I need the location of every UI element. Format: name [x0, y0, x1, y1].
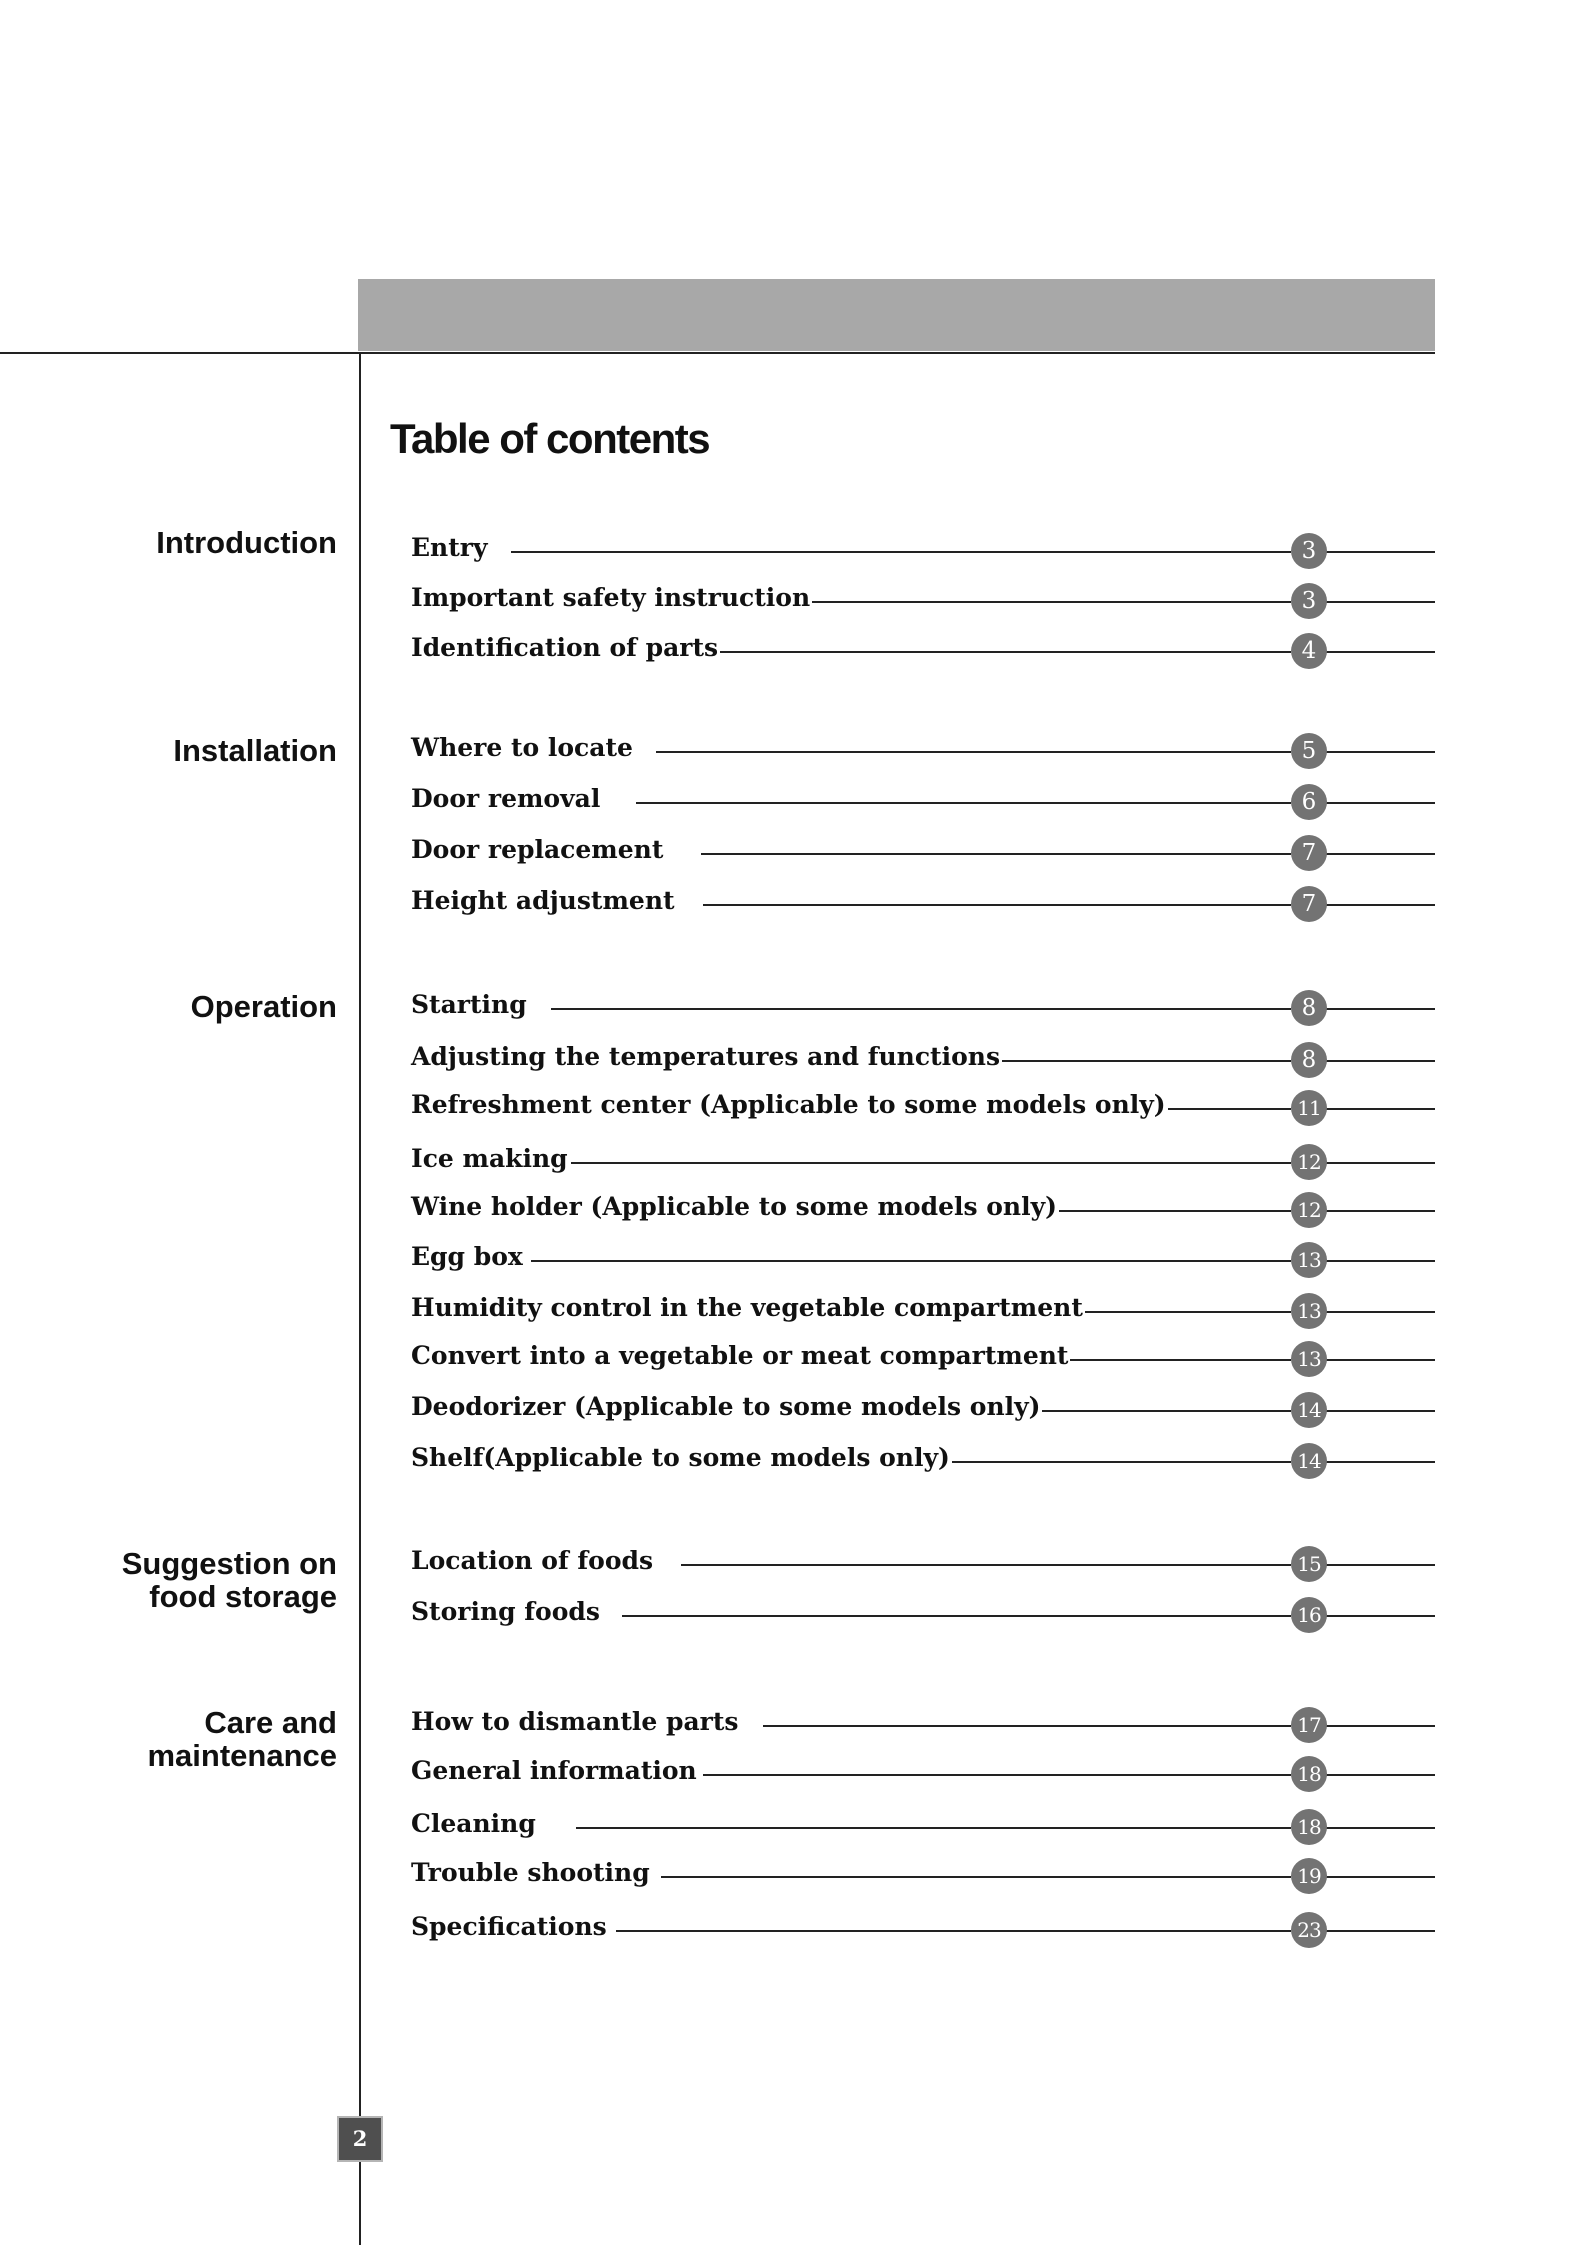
toc-entry-label: Storing foods	[411, 1594, 602, 1630]
leader-line	[636, 802, 1291, 804]
leader-line	[571, 1162, 1291, 1164]
leader-line	[801, 601, 1291, 603]
leader-line-end	[1316, 1827, 1435, 1829]
leader-line	[703, 904, 1291, 906]
toc-entry-label: Identification of parts	[411, 630, 720, 666]
leader-line	[616, 1930, 1291, 1932]
leader-line	[1034, 1359, 1291, 1361]
leader-line-end	[1316, 1260, 1435, 1262]
leader-line-end	[1316, 601, 1435, 603]
header-rule	[0, 352, 1435, 354]
leader-line	[1039, 1210, 1291, 1212]
leader-line-end	[1316, 1930, 1435, 1932]
margin-rule	[359, 352, 361, 2245]
leader-line-end	[1316, 1774, 1435, 1776]
page-badge: 13	[1291, 1293, 1327, 1329]
page-badge: 13	[1291, 1341, 1327, 1377]
page-title: Table of contents	[390, 415, 710, 462]
page-badge: 3	[1291, 533, 1327, 569]
page-badge: 3	[1291, 583, 1327, 619]
page-badge: 13	[1291, 1242, 1327, 1278]
leader-line	[576, 1827, 1291, 1829]
page-badge: 18	[1291, 1809, 1327, 1845]
toc-entry[interactable]	[411, 1855, 1435, 1895]
toc-entry-label: Deodorizer (Applicable to some models only)	[411, 1389, 1042, 1425]
leader-line	[1008, 1410, 1291, 1412]
leader-line	[701, 853, 1291, 855]
toc-entry[interactable]	[411, 987, 1435, 1027]
toc-entry-label: Entry	[411, 530, 489, 566]
toc-entry[interactable]	[411, 1087, 1435, 1127]
toc-entry-label: Shelf(Applicable to some models only)	[411, 1440, 952, 1476]
section-title-installation: Installation	[173, 733, 337, 768]
header-bar	[358, 279, 1435, 351]
leader-line-end	[1316, 802, 1435, 804]
leader-line	[531, 1260, 1291, 1262]
toc-entry-label: Wine holder (Applicable to some models only)	[411, 1189, 1059, 1225]
leader-line-end	[1316, 651, 1435, 653]
section-title-operation: Operation	[190, 989, 337, 1024]
toc-entry[interactable]	[411, 1338, 1435, 1378]
toc-entry[interactable]	[411, 1239, 1435, 1279]
toc-entry-label: Ice making	[411, 1141, 570, 1177]
section-title-introduction: Introduction	[156, 525, 337, 560]
leader-line-end	[1316, 1060, 1435, 1062]
toc-entry-label: Height adjustment	[411, 883, 677, 919]
leader-line-end	[1316, 1615, 1435, 1617]
page-badge: 8	[1291, 1042, 1327, 1078]
page-badge: 11	[1291, 1090, 1327, 1126]
leader-line	[711, 651, 1291, 653]
leader-line-end	[1316, 1359, 1435, 1361]
leader-line-end	[1316, 1311, 1435, 1313]
toc-entry[interactable]	[411, 1543, 1435, 1583]
toc-entry-label: Door replacement	[411, 832, 665, 868]
page-badge: 14	[1291, 1443, 1327, 1479]
toc-entry-label: Door removal	[411, 781, 602, 817]
toc-entry[interactable]	[411, 1039, 1435, 1079]
page-badge: 4	[1291, 633, 1327, 669]
leader-line	[656, 751, 1291, 753]
page-badge: 15	[1291, 1546, 1327, 1582]
leader-line-end	[1316, 1564, 1435, 1566]
leader-line	[971, 1060, 1291, 1062]
leader-line	[622, 1615, 1291, 1617]
leader-line-end	[1316, 1008, 1435, 1010]
toc-entry[interactable]	[411, 530, 1435, 570]
toc-entry-label: Refreshment center (Applicable to some models only)	[411, 1087, 1168, 1123]
toc-entry[interactable]	[411, 1753, 1435, 1793]
toc-entry[interactable]	[411, 883, 1435, 923]
toc-entry[interactable]	[411, 1389, 1435, 1429]
toc-entry[interactable]	[411, 1806, 1435, 1846]
leader-line	[511, 551, 1291, 553]
leader-line-end	[1316, 1461, 1435, 1463]
toc-entry[interactable]	[411, 1189, 1435, 1229]
leader-line	[763, 1725, 1291, 1727]
toc-entry-label: Starting	[411, 987, 529, 1023]
toc-entry-label: Humidity control in the vegetable compartment	[411, 1290, 1085, 1326]
leader-line	[551, 1008, 1291, 1010]
toc-entry[interactable]	[411, 630, 1435, 670]
toc-entry[interactable]	[411, 781, 1435, 821]
leader-line-end	[1316, 853, 1435, 855]
toc-entry-label: Convert into a vegetable or meat compartment	[411, 1338, 1070, 1374]
page-badge: 7	[1291, 835, 1327, 871]
section-title-food-storage: Suggestion on food storage	[121, 1546, 337, 1614]
page-badge: 14	[1291, 1392, 1327, 1428]
toc-entry-label: Specifications	[411, 1909, 609, 1945]
toc-entry-label: Adjusting the temperatures and functions	[411, 1039, 1002, 1075]
toc-entry[interactable]	[411, 730, 1435, 770]
leader-line-end	[1316, 1162, 1435, 1164]
page-badge: 19	[1291, 1858, 1327, 1894]
toc-entry-label: Egg box	[411, 1239, 525, 1275]
toc-entry[interactable]	[411, 1141, 1435, 1181]
toc-entry[interactable]	[411, 1594, 1435, 1634]
page-badge: 17	[1291, 1707, 1327, 1743]
page-badge: 12	[1291, 1144, 1327, 1180]
toc-entry[interactable]	[411, 1704, 1435, 1744]
leader-line	[703, 1774, 1291, 1776]
page-badge: 5	[1291, 733, 1327, 769]
page-badge: 23	[1291, 1912, 1327, 1948]
leader-line-end	[1316, 1410, 1435, 1412]
toc-entry-label: Where to locate	[411, 730, 635, 766]
toc-entry[interactable]	[411, 1440, 1435, 1480]
page-badge: 7	[1291, 886, 1327, 922]
leader-line	[661, 1876, 1291, 1878]
toc-entry[interactable]	[411, 1290, 1435, 1330]
toc-entry-label: Important safety instruction	[411, 580, 812, 616]
leader-line	[919, 1461, 1291, 1463]
leader-line-end	[1316, 1108, 1435, 1110]
toc-entry-label: Trouble shooting	[411, 1855, 652, 1891]
leader-line-end	[1316, 904, 1435, 906]
toc-entry-label: Location of foods	[411, 1543, 655, 1579]
page-badge: 8	[1291, 990, 1327, 1026]
toc-entry[interactable]	[411, 832, 1435, 872]
leader-line	[681, 1564, 1291, 1566]
page-badge: 16	[1291, 1597, 1327, 1633]
section-title-care-maintenance: Care and maintenance	[147, 1705, 337, 1773]
toc-entry[interactable]	[411, 1909, 1435, 1949]
toc-entry[interactable]	[411, 580, 1435, 620]
page-number: 2	[337, 2116, 383, 2162]
page-badge: 18	[1291, 1756, 1327, 1792]
leader-line-end	[1316, 751, 1435, 753]
leader-line-end	[1316, 1876, 1435, 1878]
page-badge: 6	[1291, 784, 1327, 820]
leader-line-end	[1316, 1725, 1435, 1727]
toc-entry-label: Cleaning	[411, 1806, 538, 1842]
toc-entry-label: How to dismantle parts	[411, 1704, 740, 1740]
leader-line-end	[1316, 551, 1435, 553]
page-badge: 12	[1291, 1192, 1327, 1228]
toc-entry-label: General information	[411, 1753, 699, 1789]
leader-line-end	[1316, 1210, 1435, 1212]
